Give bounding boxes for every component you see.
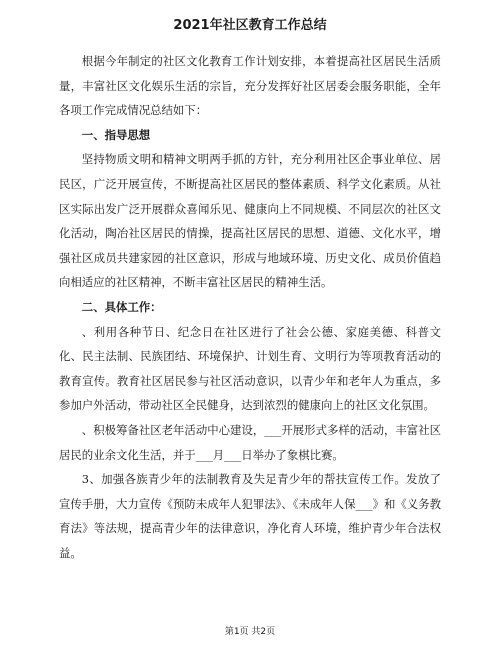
section-heading-guiding-ideology: 一、指导思想	[81, 127, 151, 142]
page-number-footer: 第1页 共2页	[224, 627, 276, 637]
document-body	[59, 49, 441, 565]
work-item-paragraph: 、利用各种节日、纪念日在社区进行了社会公德、家庭美德、科普文化、民主法制、民族团结、环境保护、计划生育、文明行为等项教育活动的教育宣传。教育社区居民参与社区活动意识，以青少年和老年人为重点，多参加户外活动，带动社区全民健身，达到浓烈的健康向上的社区文化氛围。	[59, 324, 441, 413]
guiding-ideology-paragraph: 坚持物质文明和精神文明两手抓的方针，充分利用社区企事业单位、居民区，广泛开展宣传，不断提高社区居民的整体素质、科学文化素质。从社区实际出发广泛开展群众喜闻乐见、健康向上不同规模、不同层次的社区文化活动，陶冶社区居民的情操，提高社区居民的思想、道德、文化水平，增强社区成员共建家园的社区意识，形成与地域环境、历史文化、成员价值趋向相适应的社区精神，不断丰富社区居民的精神生活。	[59, 152, 441, 290]
intro-paragraph: 根据今年制定的社区文化教育工作计划安排，本着提高社区居民生活质量，丰富社区文化娱乐生活的宗旨，充分发挥好社区居委会服务职能，全年各项工作完成情况总结如下：	[59, 54, 441, 118]
section-heading-specific-work: 二、具体工作：	[81, 299, 162, 314]
work-item-paragraph: 、积极筹备社区老年活动中心建设，___开展形式多样的活动，丰富社区居民的业余文化生活，并于___月___日举办了象棋比赛。	[59, 422, 441, 462]
document-title: 2021年社区教育工作总结	[173, 18, 327, 33]
work-item-paragraph: 3、加强各族青少年的法制教育及失足青少年的帮扶宣传工作。发放了宣传手册，大力宣传《预防未成年人犯罪法》、《未成年人保___》和《义务教育法》等法规，提高青少年的法律意识，净化育人环境，维护青少年合法权益。	[59, 472, 441, 560]
